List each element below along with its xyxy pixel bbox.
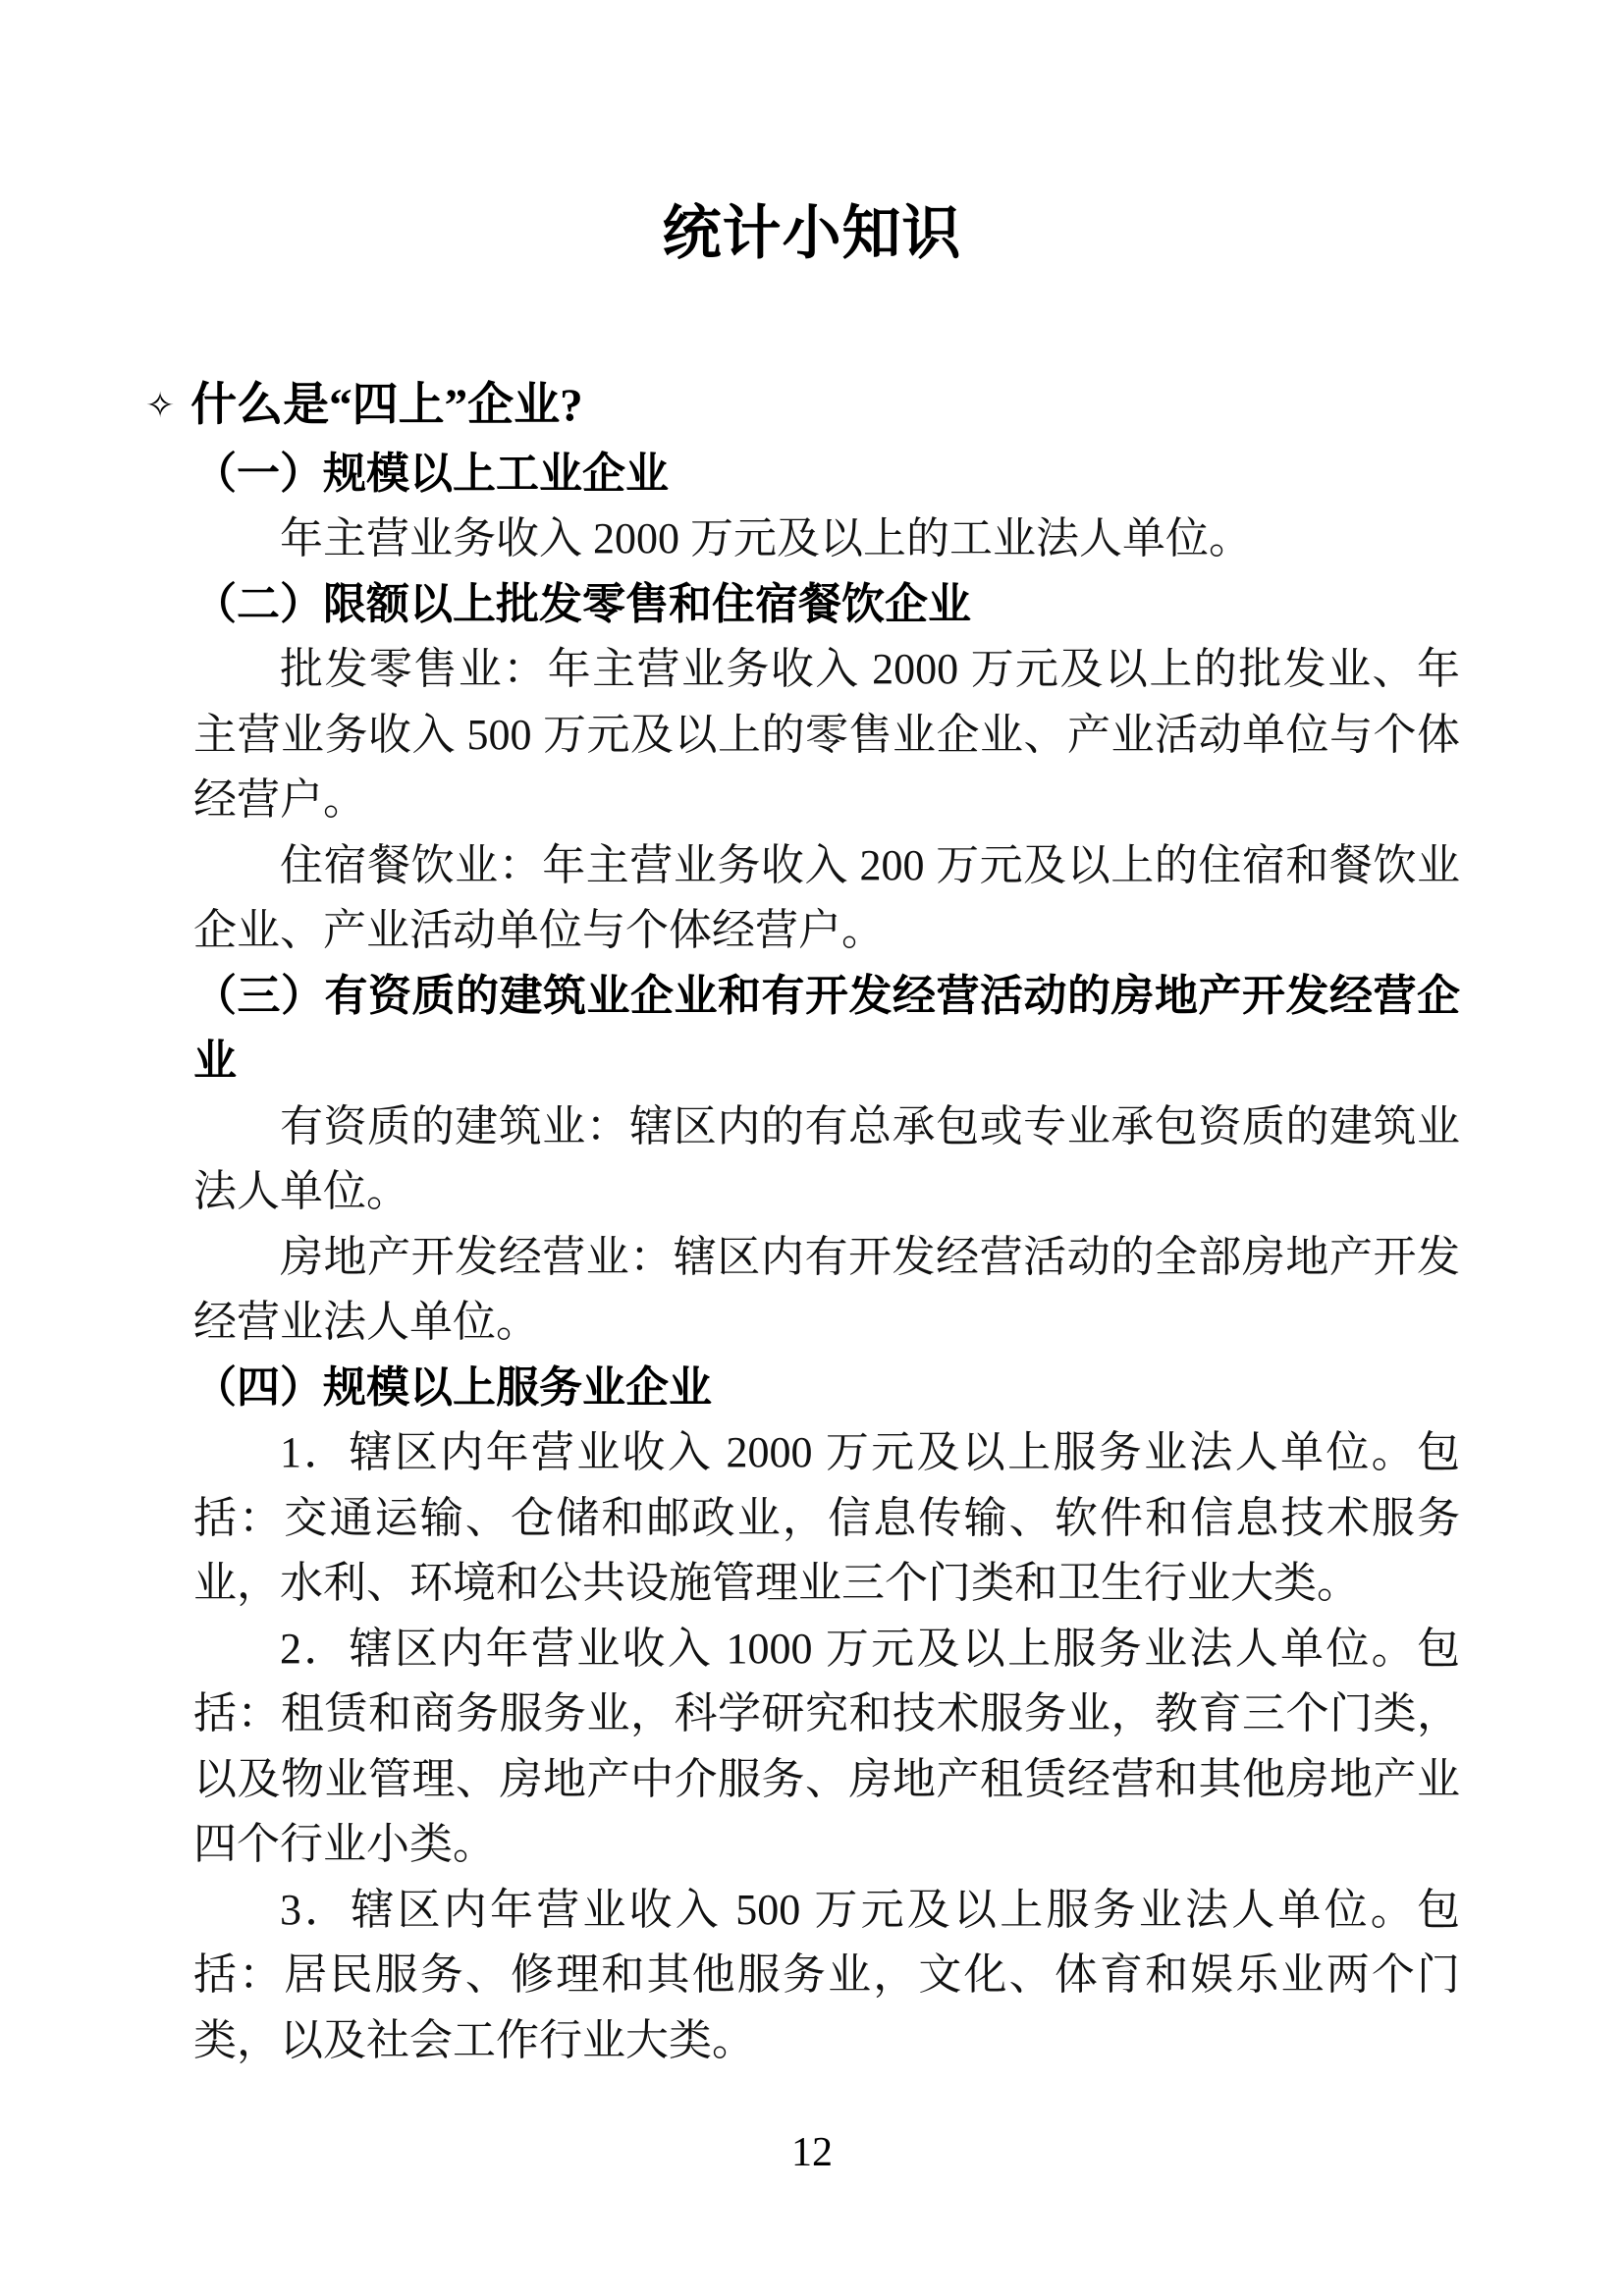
- paragraph-construction: 有资质的建筑业：辖区内的有总承包或专业承包资质的建筑业法人单位。: [193, 1101, 1460, 1215]
- subsection-heading-3: （三）有资质的建筑业企业和有开发经营活动的房地产开发经营企业: [193, 971, 1460, 1085]
- paragraph-industrial: 年主营业务收入 2000 万元及以上的工业法人单位。: [280, 514, 1252, 562]
- paragraph-services-item-2: 2．辖区内年营业收入 1000 万元及以上服务业法人单位。包括：租赁和商务服务业，科学研究和技术服务业，教育三个门类，以及物业管理、房地产中介服务、房地产租赁经营和其他房地产业四个行业小类。: [193, 1624, 1460, 1868]
- subsection-heading-4: （四）规模以上服务业企业: [193, 1362, 712, 1412]
- paragraph-real-estate: 房地产开发经营业：辖区内有开发经营活动的全部房地产开发经营业法人单位。: [193, 1232, 1460, 1346]
- question-heading-text: 什么是“四上”企业?: [190, 380, 583, 431]
- paragraph-services-item-3: 3．辖区内年营业收入 500 万元及以上服务业法人单位。包括：居民服务、修理和其他服务业，文化、体育和娱乐业两个门类，以及社会工作行业大类。: [193, 1885, 1460, 2064]
- diamond-bullet-icon: ✧: [145, 386, 176, 425]
- page-number: 12: [791, 2130, 833, 2175]
- question-heading: [145, 373, 1460, 442]
- page-title: 统计小知识: [662, 200, 962, 266]
- subsection-heading-2: （二）限额以上批发零售和住宿餐饮企业: [193, 579, 971, 628]
- document-body: [145, 373, 1460, 2073]
- paragraph-wholesale-retail: 批发零售业：年主营业务收入 2000 万元及以上的批发业、年主营业务收入 500 万元及以上的零售业企业、产业活动单位与个体经营户。: [193, 645, 1460, 824]
- paragraph-accommodation-catering: 住宿餐饮业：年主营业务收入 200 万元及以上的住宿和餐饮业企业、产业活动单位与个体经营户。: [193, 840, 1460, 954]
- subsection-heading-1: （一）规模以上工业企业: [193, 449, 669, 498]
- paragraph-services-item-1: 1．辖区内年营业收入 2000 万元及以上服务业法人单位。包括：交通运输、仓储和邮政业，信息传输、软件和信息技术服务业，水利、环境和公共设施管理业三个门类和卫生行业大类。: [193, 1428, 1460, 1607]
